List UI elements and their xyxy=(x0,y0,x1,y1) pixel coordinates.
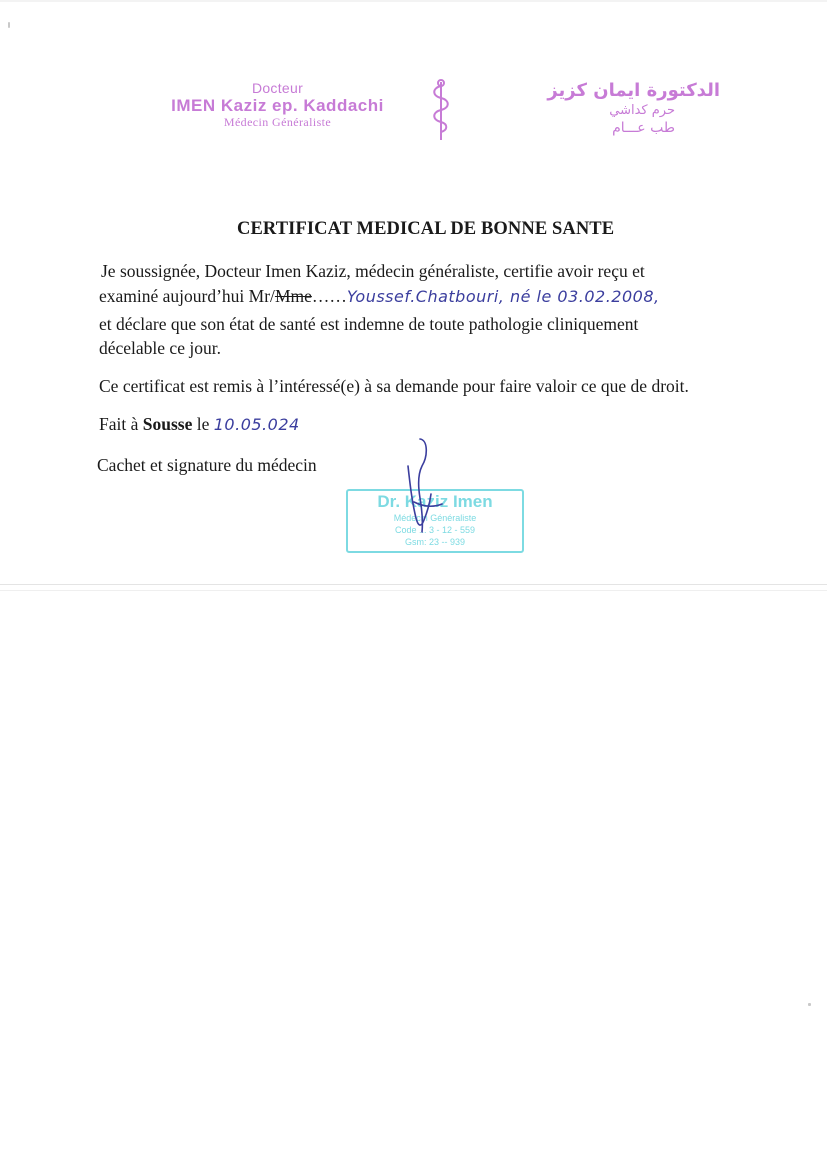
letterhead-arabic-name: الدكتورة ايمان كزيز xyxy=(547,80,720,101)
stamp-name: Dr. Kaziz Imen xyxy=(377,492,493,511)
handwritten-date: 10.05.024 xyxy=(213,415,300,434)
letterhead-title: Docteur xyxy=(251,80,304,96)
stamp-code: Code ... 3 - 12 - 559 xyxy=(394,525,476,535)
scan-edge xyxy=(0,0,827,2)
fait-city: Sousse xyxy=(142,414,193,434)
scan-speck xyxy=(808,1003,811,1006)
fait-le: le xyxy=(192,414,214,434)
struck-title-mme: Mme xyxy=(274,286,312,306)
handwritten-comma: , xyxy=(654,287,660,306)
dotted-leader: …… xyxy=(311,286,347,306)
doctor-signature xyxy=(398,436,448,536)
body-line-1: Je soussignée, Docteur Imen Kaziz, médecin généraliste, certifie avoir reçu et xyxy=(101,261,645,281)
fait-line xyxy=(99,412,300,437)
body-line-2 xyxy=(99,284,660,309)
body-paragraph-2: Ce certificat est remis à l’intéressé(e) à sa demande pour faire valoir ce que de droit. xyxy=(99,376,689,396)
letterhead-arabic xyxy=(520,80,720,137)
letterhead-specialty: Médecin Généraliste xyxy=(223,115,332,129)
letterhead-arabic-spouse: حرم كداشي xyxy=(609,103,675,118)
handwritten-patient-name: Youssef.Chatbouri, né le 03.02.2008 xyxy=(346,287,655,306)
page-fold-line xyxy=(0,584,827,585)
stamp-gsm: Gsm: 23 -- 939 xyxy=(404,537,466,547)
body-line-4: décelable ce jour. xyxy=(99,338,221,358)
stamp-specialty: Médecin Généraliste xyxy=(393,513,477,523)
fait-prefix: Fait à xyxy=(99,414,143,434)
letterhead-arabic-specialty: طب عـــام xyxy=(612,120,675,136)
letterhead-french xyxy=(150,80,405,130)
caduceus-icon xyxy=(426,78,456,142)
letterhead-doctor-name: IMEN Kaziz ep. Kaddachi xyxy=(171,96,384,115)
document-title: CERTIFICAT MEDICAL DE BONNE SANTE xyxy=(237,219,615,239)
cachet-label: Cachet et signature du médecin xyxy=(97,455,317,475)
page-fold-line xyxy=(0,590,827,591)
body-line-3: et déclare que son état de santé est indemne de toute pathologie cliniquement xyxy=(99,314,639,334)
scan-speck xyxy=(8,22,10,28)
body-line-2-prefix: examiné aujourd’hui Mr/ xyxy=(99,286,275,306)
